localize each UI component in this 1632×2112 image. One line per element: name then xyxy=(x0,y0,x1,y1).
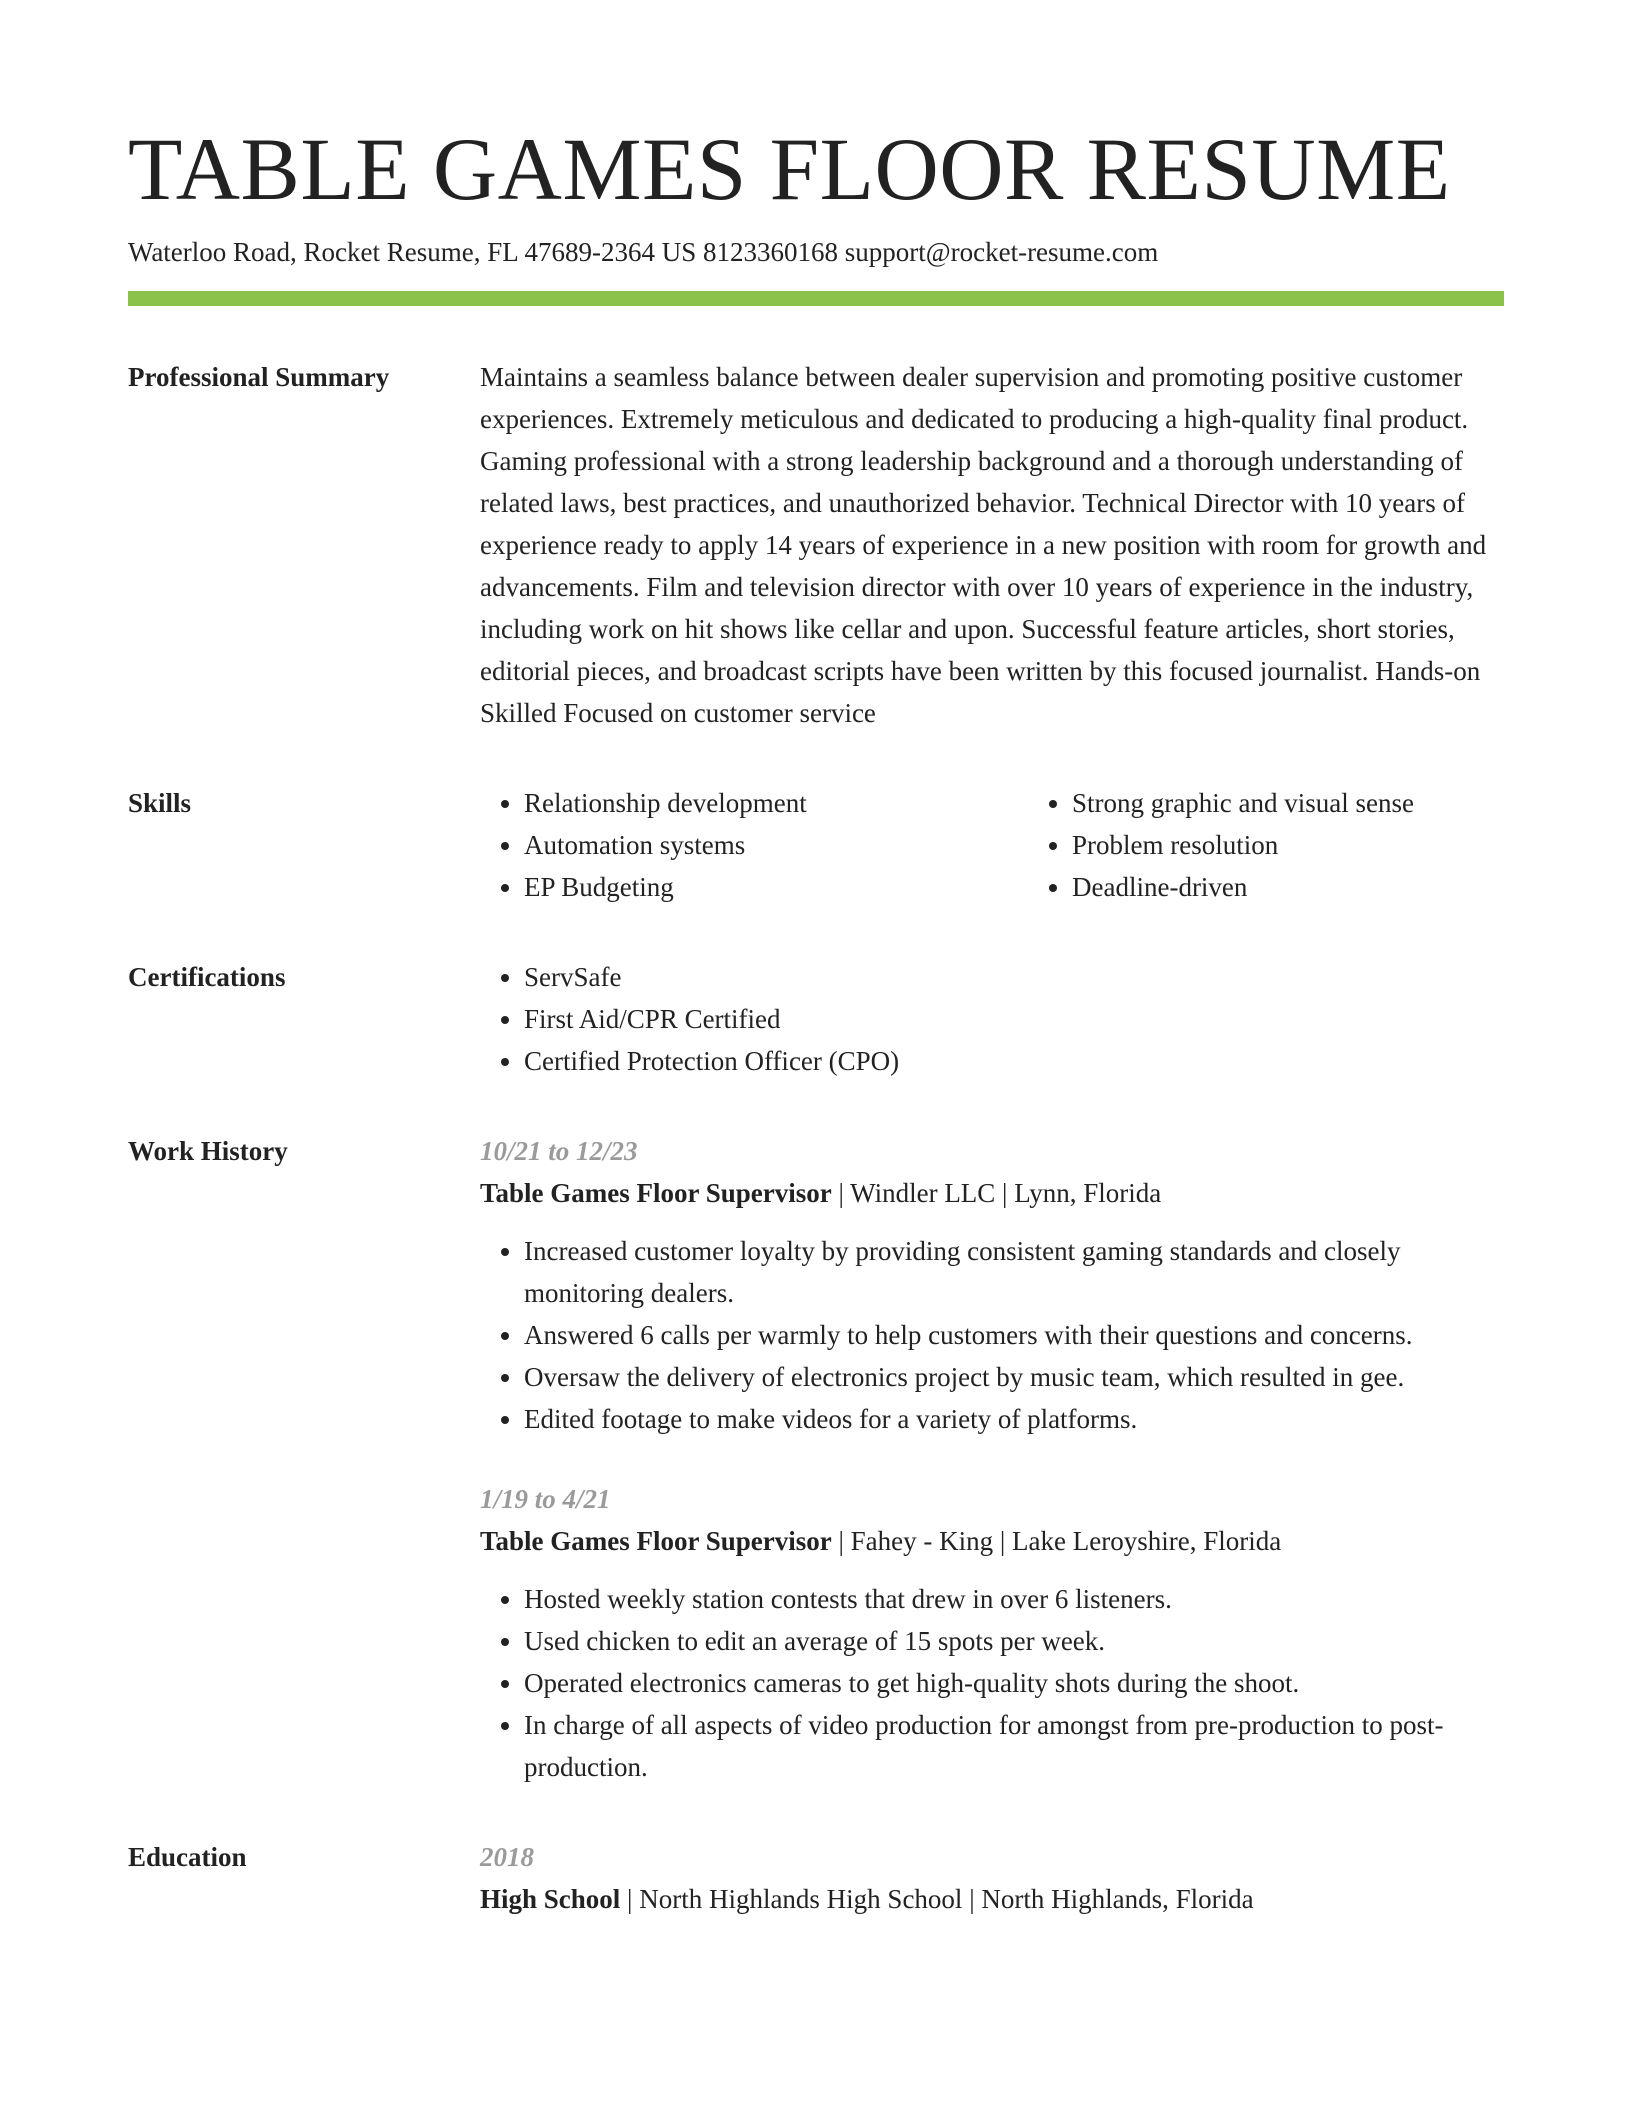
job-bullet-list xyxy=(480,1578,1504,1788)
work-history-section xyxy=(128,1130,1504,1788)
skills-section xyxy=(128,782,1504,908)
job-bullet: • Operated electronics cameras to get high-quality shots during the shoot. xyxy=(524,1662,1504,1704)
summary-body xyxy=(480,356,1504,734)
certification-item: • First Aid/CPR Certified xyxy=(524,998,1504,1040)
job-bullet: • Answered 6 calls per warmly to help customers with their questions and concerns. xyxy=(524,1314,1504,1356)
skills-body xyxy=(480,782,1576,908)
job-title: Table Games Floor Supervisor xyxy=(480,1526,832,1556)
job-title: Table Games Floor Supervisor xyxy=(480,1178,832,1208)
job-date: 1/19 to 4/21 xyxy=(480,1484,611,1514)
certification-item: • Certified Protection Officer (CPO) xyxy=(524,1040,1504,1082)
education-degree: High School xyxy=(480,1884,621,1914)
skills-list-left xyxy=(480,782,1028,908)
summary-section xyxy=(128,356,1504,734)
job-entry xyxy=(480,1130,1504,1440)
skill-item: • Problem resolution xyxy=(1072,824,1576,866)
education-label: Education xyxy=(128,1842,247,1872)
job-bullet: • Edited footage to make videos for a variety of platforms. xyxy=(524,1398,1504,1440)
summary-text: Maintains a seamless balance between dealer supervision and promoting positive customer experiences. Extremely meticulous and dedicated to producing a high-quality final product. Gaming professional with a strong leadership background and a thorough understanding of related laws, best practices, and unauthorized behavior. Technical Director with 10 years of experience ready to apply 14 years of experience in a new position with room for growth and advancements. Film and television director with over 10 years of experience in the industry, including work on hit shows like cellar and upon. Successful feature articles, short stories, editorial pieces, and broadcast scripts have been written by this focused journalist. Hands-on Skilled Focused on customer service xyxy=(480,362,1487,728)
job-date: 10/21 to 12/23 xyxy=(480,1136,638,1166)
education-heading xyxy=(480,1878,1504,1920)
certifications-body xyxy=(480,956,1504,1082)
education-date: 2018 xyxy=(480,1842,534,1872)
summary-label: Professional Summary xyxy=(128,362,390,392)
job-bullet-list xyxy=(480,1230,1504,1440)
skill-item: • Automation systems xyxy=(524,824,1028,866)
job-bullet: • Oversaw the delivery of electronics project by music team, which resulted in gee. xyxy=(524,1356,1504,1398)
job-bullet: • Hosted weekly station contests that drew in over 6 listeners. xyxy=(524,1578,1504,1620)
header-divider xyxy=(128,291,1504,306)
education-section xyxy=(128,1836,1504,1920)
education-details: | North Highlands High School | North Highlands, Florida xyxy=(620,1884,1254,1914)
skill-item: • Deadline-driven xyxy=(1072,866,1576,908)
resume-title: TABLE GAMES FLOOR RESUME xyxy=(128,121,1451,219)
job-details: | Fahey - King | Lake Leroyshire, Florida xyxy=(831,1526,1282,1556)
contact-line: Waterloo Road, Rocket Resume, FL 47689-2364 US 8123360168 support@rocket-resume.com xyxy=(128,237,1159,267)
job-bullet: • In charge of all aspects of video production for amongst from pre-production to post-production. xyxy=(524,1704,1504,1788)
certifications-list xyxy=(480,956,1504,1082)
skill-item: • Relationship development xyxy=(524,782,1028,824)
work-history-label: Work History xyxy=(128,1136,288,1166)
certifications-label: Certifications xyxy=(128,962,286,992)
job-heading xyxy=(480,1520,1504,1562)
work-history-body xyxy=(480,1130,1504,1788)
certifications-section xyxy=(128,956,1504,1082)
skill-item: • EP Budgeting xyxy=(524,866,1028,908)
job-details: | Windler LLC | Lynn, Florida xyxy=(831,1178,1162,1208)
job-entry xyxy=(480,1478,1504,1788)
job-bullet: • Increased customer loyalty by providing consistent gaming standards and closely monitoring dealers. xyxy=(524,1230,1504,1314)
job-bullet: • Used chicken to edit an average of 15 spots per week. xyxy=(524,1620,1504,1662)
skills-list-right xyxy=(1028,782,1576,908)
certification-item: • ServSafe xyxy=(524,956,1504,998)
education-body xyxy=(480,1836,1504,1920)
skills-grid xyxy=(480,782,1576,908)
skill-item: • Strong graphic and visual sense xyxy=(1072,782,1576,824)
skills-label: Skills xyxy=(128,788,192,818)
job-heading xyxy=(480,1172,1504,1214)
